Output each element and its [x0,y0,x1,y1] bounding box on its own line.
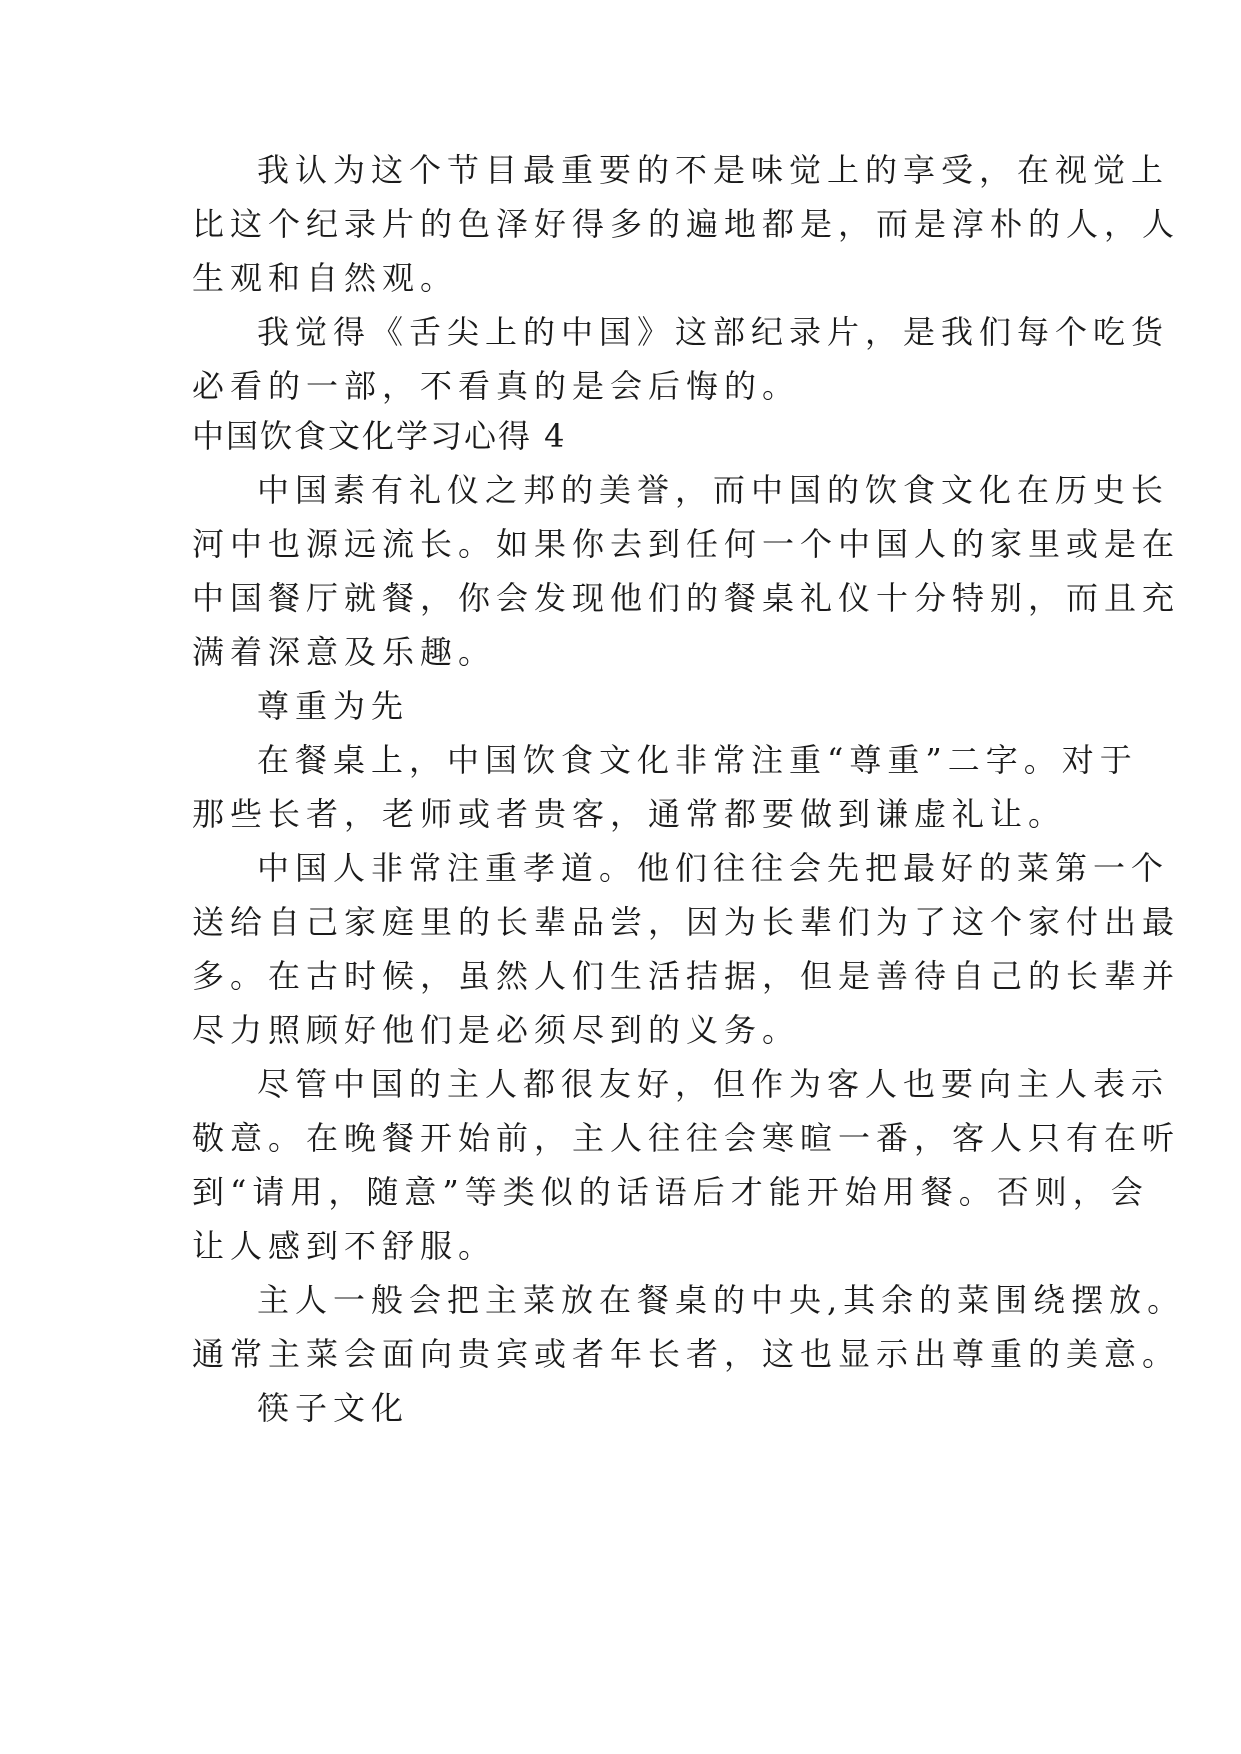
paragraph-line: 多。在古时候，虽然人们生活拮据，但是善待自己的长辈并 [192,957,1181,995]
paragraph-line: 尽力照顾好他们是必须尽到的义务。 [192,1011,801,1049]
paragraph-line: 主人一般会把主菜放在餐桌的中央,其余的菜围绕摆放。 [257,1281,1186,1319]
paragraph-line: 到“请用，随意”等类似的话语后才能开始用餐。否则，会 [192,1173,1149,1211]
paragraph-line: 我认为这个节目最重要的不是味觉上的享受，在视觉上 [257,151,1170,189]
paragraph-line: 比这个纪录片的色泽好得多的遍地都是，而是淳朴的人，人 [192,205,1181,243]
paragraph-line: 通常主菜会面向贵宾或者年长者，这也显示出尊重的美意。 [192,1335,1181,1373]
paragraph-line: 那些长者，老师或者贵客，通常都要做到谦虚礼让。 [192,795,1067,833]
paragraph-line: 尽管中国的主人都很友好，但作为客人也要向主人表示 [257,1065,1170,1103]
paragraph-line: 敬意。在晚餐开始前，主人往往会寒暄一番，客人只有在听 [192,1119,1181,1157]
paragraph-line: 中国素有礼仪之邦的美誉，而中国的饮食文化在历史长 [257,471,1170,509]
paragraph-line: 中国人非常注重孝道。他们往往会先把最好的菜第一个 [257,849,1170,887]
section-heading: 中国饮食文化学习心得 4 [192,417,567,455]
paragraph-line: 让人感到不舒服。 [192,1227,497,1265]
paragraph-line: 送给自己家庭里的长辈品尝，因为长辈们为了这个家付出最 [192,903,1181,941]
paragraph-line: 在餐桌上，中国饮食文化非常注重“尊重”二字。对于 [257,741,1138,779]
subheading: 筷子文化 [257,1389,410,1427]
paragraph-line: 满着深意及乐趣。 [192,633,497,671]
paragraph-line: 我觉得《舌尖上的中国》这部纪录片，是我们每个吃货 [257,313,1170,351]
paragraph-line: 生观和自然观。 [192,259,459,297]
subheading: 尊重为先 [257,687,410,725]
paragraph-line: 河中也源远流长。如果你去到任何一个中国人的家里或是在 [192,525,1181,563]
paragraph-line: 中国餐厅就餐，你会发现他们的餐桌礼仪十分特别，而且充 [192,579,1181,617]
paragraph-line: 必看的一部，不看真的是会后悔的。 [192,367,801,405]
